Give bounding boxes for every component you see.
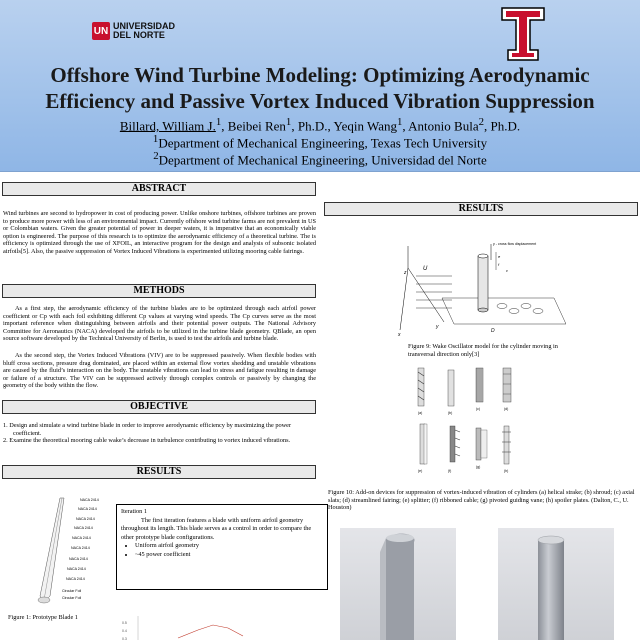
device-label: (a) — [418, 411, 423, 415]
uni-logo-line1: UNIVERSIDAD — [113, 21, 176, 31]
wake-ruler-label: e — [498, 254, 501, 259]
device-shroud — [448, 370, 454, 406]
wake-oscillator-diagram — [396, 240, 566, 340]
fairing-cylinder-image — [340, 528, 456, 640]
affiliation-2: $^2$Department of Mechanical Engineering, Universidad del Norte — [153, 150, 487, 168]
blade-airfoil-label: NACA 2414 — [74, 526, 93, 530]
device-label: (c) — [476, 407, 481, 411]
blade-airfoil-label: Circular Foil — [62, 596, 82, 600]
vortex-suppression-devices-figure — [408, 364, 526, 476]
device-label: (d) — [504, 407, 509, 411]
chart-cp-curve — [178, 625, 243, 638]
blade-airfoil-label: NACA 2414 — [66, 577, 85, 581]
fig9-caption: Figure 9: Wake Oscillator model for the cylinder moving in transversal direction only[3] — [408, 343, 558, 358]
wake-z-label: z — [404, 270, 407, 276]
objective-heading: OBJECTIVE — [2, 400, 316, 414]
blade-airfoil-label: NACA 2414 — [67, 567, 86, 571]
blade-airfoil-label: NACA 2414 — [80, 498, 99, 502]
methods-paragraph-2: As the second step, the Vortex Induced Vibrations (VIV) are to be suppressed passively. When flexible bodies with bluff cross sections, pressure drag dominated, are placed within an external flow vortex shedding and unstable vibrations are caused by the fluid’s interaction on the body. The unstable vibrations can lead to stress and fatigue resulting in damage or failure of a structure. The VIV can be suppressed actively through complex controls or passively by changing the geometry of the body within the flow. — [3, 352, 316, 390]
iteration-text: The first iteration features a blade with uniform airfoil geometry throughout its length. This blade serves as a control in order to compare the other prototype blade configurations. — [121, 516, 312, 541]
results-heading-left: RESULTS — [2, 465, 316, 479]
un-logo-mark: UN — [92, 22, 110, 40]
affiliation-1: $^1$Department of Mechanical Engineering, Texas Tech University — [152, 133, 488, 151]
blade-airfoil-label: NACA 2414 — [69, 557, 88, 561]
device-ribboned-cable — [450, 426, 460, 462]
fig1-caption: Figure 1: Prototype Blade 1 — [8, 614, 78, 621]
chart-tick-label: 0.5 — [122, 621, 127, 625]
iteration-bullet: • Uniform airfoil geometry — [135, 542, 323, 551]
abstract-heading: ABSTRACT — [2, 182, 316, 196]
methods-paragraph-1: As a first step, the aerodynamic efficiency of the turbine blades are to be optimized through each airfoil power coefficient or Cp with each foil exhibiting different Cp values at varying wind speeds. The Cp curves serve as the most important reference when distinguishing between airfoils and their potential power outputs. The National Advisory Committee for Aeronautics (NACA) developed the airfoils to be utilized in the turbine blade geometry. QBlade, an open source software developed by the Technical University of Berlin, is used to test the airfoils and turbine blade. — [3, 305, 316, 343]
iteration-1-box — [116, 504, 328, 590]
wake-x-label: x — [398, 332, 401, 338]
blade-airfoil-label: NACA 2414 — [76, 517, 95, 521]
poster-title: Offshore Wind Turbine Modeling: Optimizing Aerodynamic Efficiency and Passive Vortex Induced Vibration Suppression — [45, 63, 595, 113]
author-list: Billard, William J.$^1$, Beibei Ren$^1$, Ph.D., Yeqin Wang$^1$, Antonio Bula$^2$, Ph.D. — [119, 116, 521, 134]
plain-cylinder-render — [498, 528, 614, 640]
wake-u-label: U — [423, 266, 428, 272]
device-label: (h) — [504, 469, 509, 473]
objective-item: 2. Examine the theoretical mooring cable wake’s decrease in turbulence contributing to vortex induced vibrations. — [3, 437, 291, 445]
device-label: (b) — [448, 411, 453, 415]
blade-airfoil-label: Circular Foil — [62, 589, 82, 593]
objective-list — [3, 422, 316, 445]
wake-yaxis-label: y — [436, 324, 439, 330]
wake-ruler-label: f — [498, 262, 500, 267]
device-splitter — [420, 424, 427, 464]
device-label: (g) — [476, 465, 481, 469]
uni-logo-line2: DEL NORTE — [113, 30, 165, 40]
device-streamlined-fairing — [503, 368, 511, 402]
cp-chart-partial — [118, 616, 328, 640]
wake-d-label: D — [491, 328, 495, 334]
device-label: (f) — [448, 469, 452, 473]
device-axial-slats — [476, 368, 483, 402]
blade-airfoil-label: NACA 2414 — [72, 536, 91, 540]
plain-cylinder-image — [498, 528, 614, 640]
abstract-text: Wind turbines are second to hydropower in cost of producing power. Unlike onshore turbines, offshore turbines are proven to produce more power with less of an environmental impact. Currently offshore wind turbine farms are not prevalent in US or Colombian waters. Given the greater potential of power in deeper waters, it is imperative that an economically viable option is engineered. The purpose of this research is to optimize the aerodynamic efficiency of a theoretical turbine. The is efficiency is optimized through the use of XFOIL, an interactive program for the design and analysis of subsonic isolated airfoils[5]. Also, the passive suppression of Vortex Induced Vibrations is experimented utilizing mooring cable fairings. — [3, 210, 316, 255]
device-spoiler-plates — [502, 426, 511, 464]
device-helical-strake — [418, 368, 424, 406]
wake-y-displacement-label: y - cross flow displacement — [493, 242, 537, 246]
fairing-render — [340, 528, 456, 640]
wake-ruler-label: c — [506, 268, 508, 273]
methods-heading: METHODS — [2, 284, 316, 298]
device-pivoted-guiding-vane — [476, 428, 487, 460]
poster-header — [0, 0, 640, 172]
fig10-caption: Figure 10: Add-on devices for suppression of vortex-induced vibration of cylinders (a) helical strake; (b) shroud; (c) axial slats; (d) streamlined fairing; (e) splitter; (f) ribboned cable; (g) pivoted guiding vane; (h) spoiler plates. (Dalton, C., U. Houston) — [328, 489, 635, 512]
chart-tick-label: 0.4 — [122, 629, 127, 633]
blade-airfoil-label: NACA 2414 — [78, 507, 97, 511]
results-heading-right: RESULTS — [324, 202, 638, 216]
device-label: (e) — [418, 469, 423, 473]
objective-item: 1. Design and simulate a wind turbine blade in order to improve aerodynamic efficiency by maximizing the power coefficient. — [3, 422, 292, 437]
universidad-del-norte-logo — [92, 22, 175, 40]
iteration-bullet: • ~45 power coefficient — [135, 551, 323, 560]
chart-tick-label: 0.3 — [122, 637, 127, 640]
blade-airfoil-label: NACA 2414 — [71, 546, 90, 550]
texas-tech-logo — [500, 6, 546, 62]
iteration-title: Iteration 1 — [121, 508, 148, 515]
